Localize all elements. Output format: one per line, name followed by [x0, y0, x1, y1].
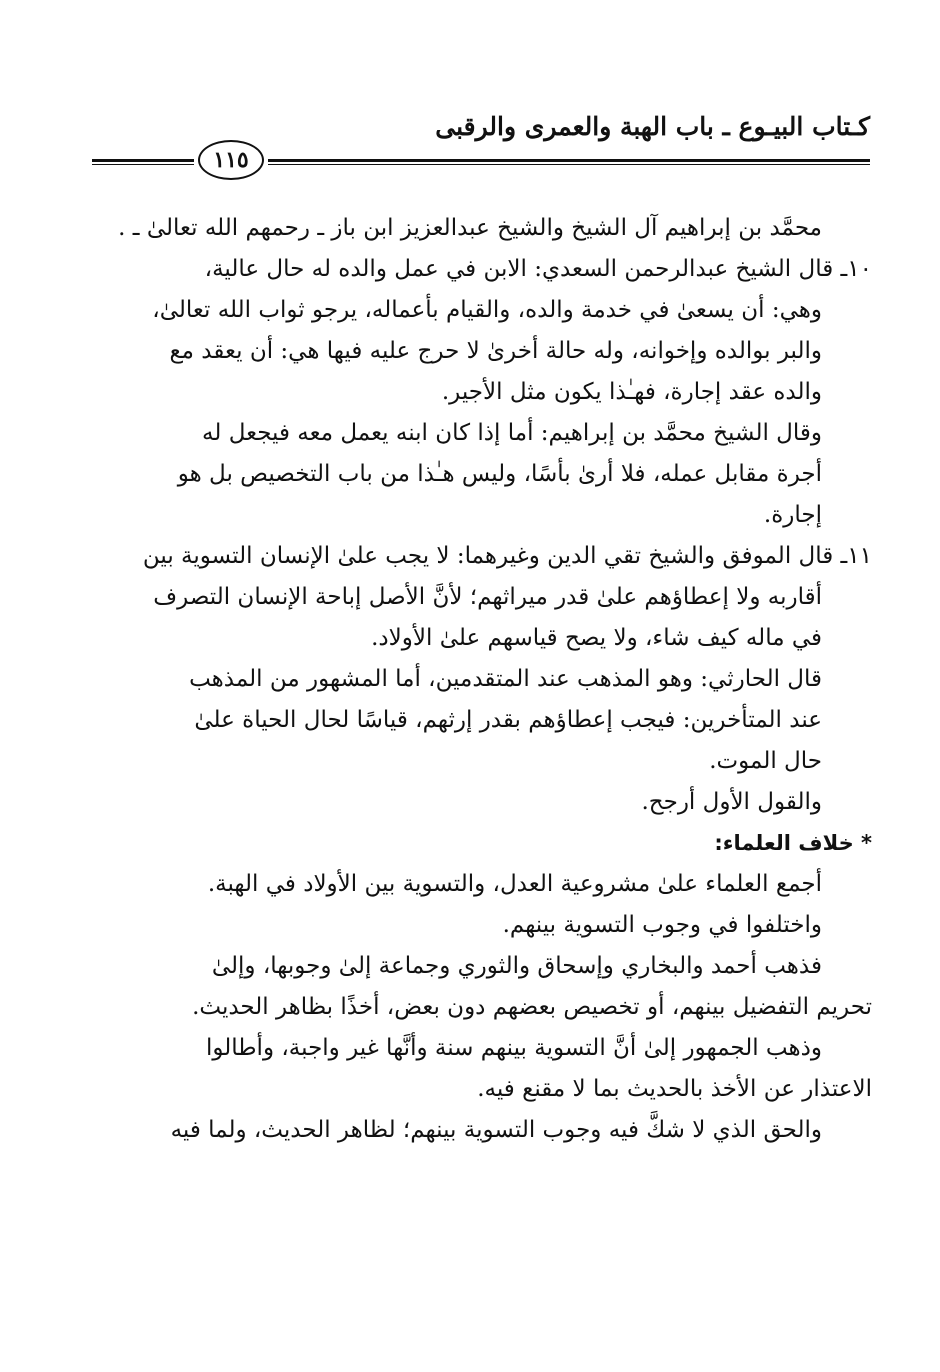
page-header [92, 96, 870, 196]
text-line: في ماله كيف شاء، ولا يصح قياسهم علىٰ الأولاد. [371, 625, 822, 651]
text-line: ١١ـ قال الموفق والشيخ تقي الدين وغيرهما: لا يجب علىٰ الإنسان التسوية بين [142, 543, 872, 569]
header-rule-right [268, 159, 870, 165]
text-line: ١٠ـ قال الشيخ عبدالرحمن السعدي: الابن في عمل والده له حال عالية، [204, 256, 872, 282]
header-rule-left [92, 159, 194, 165]
text-line: قال الحارثي: وهو المذهب عند المتقدمين، أما المشهور من المذهب [189, 666, 822, 692]
text-line: فذهب أحمد والبخاري وإسحاق والثوري وجماعة إلىٰ وجوبها، وإلىٰ [211, 953, 822, 979]
text-line: حال الموت. [709, 748, 822, 774]
header-title: كـتاب البيـوع ـ باب الهبة والعمرى والرقبى [435, 112, 870, 141]
text-line: وهي: أن يسعىٰ في خدمة والده، والقيام بأعماله، يرجو ثواب الله تعالىٰ، [152, 297, 822, 323]
text-line: والده عقد إجارة، فهـٰذا يكون مثل الأجير. [441, 379, 822, 405]
section-heading: * خلاف العلماء: [714, 831, 872, 855]
text-line: الاعتذار عن الأخذ بالحديث بما لا مقنع فيه. [477, 1076, 872, 1102]
text-line: والبر بوالده وإخوانه، وله حالة أخرىٰ لا حرج عليه فيها هي: أن يعقد مع [169, 338, 822, 364]
text-line: أجرة مقابل عمله، فلا أرىٰ بأسًا، وليس هـٰذا من باب التخصيص بل هو [177, 461, 822, 487]
text-line: والقول الأول أرجح. [641, 789, 822, 815]
text-line: إجارة. [763, 502, 822, 528]
text-line: وقال الشيخ محمَّد بن إبراهيم: أما إذا كان ابنه يعمل معه فيجعل له [202, 420, 822, 446]
text-line: واختلفوا في وجوب التسوية بينهم. [502, 912, 822, 938]
body-text [92, 208, 872, 1151]
text-line: محمَّد بن إبراهيم آل الشيخ والشيخ عبدالعزيز ابن باز ـ رحمهم الله تعالىٰ ـ . [118, 215, 822, 241]
text-line: عند المتأخرين: فيجب إعطاؤهم بقدر إرثهم، قياسًا لحال الحياة علىٰ [194, 707, 822, 733]
text-line: أجمع العلماء علىٰ مشروعية العدل، والتسوية بين الأولاد في الهبة. [207, 871, 822, 897]
page-number: ١١٥ [198, 140, 264, 180]
text-line: وذهب الجمهور إلىٰ أنَّ التسوية بينهم سنة وأنَّها غير واجبة، وأطالوا [205, 1035, 822, 1061]
text-line: أقاربه ولا إعطاؤهم علىٰ قدر ميراثهم؛ لأنَّ الأصل إباحة الإنسان التصرف [153, 584, 822, 610]
text-line: والحق الذي لا شكَّ فيه وجوب التسوية بينهم؛ لظاهر الحديث، ولما فيه [170, 1117, 822, 1143]
text-line: تحريم التفضيل بينهم، أو تخصيص بعضهم دون بعض، أخذًا بظاهر الحديث. [192, 994, 872, 1020]
